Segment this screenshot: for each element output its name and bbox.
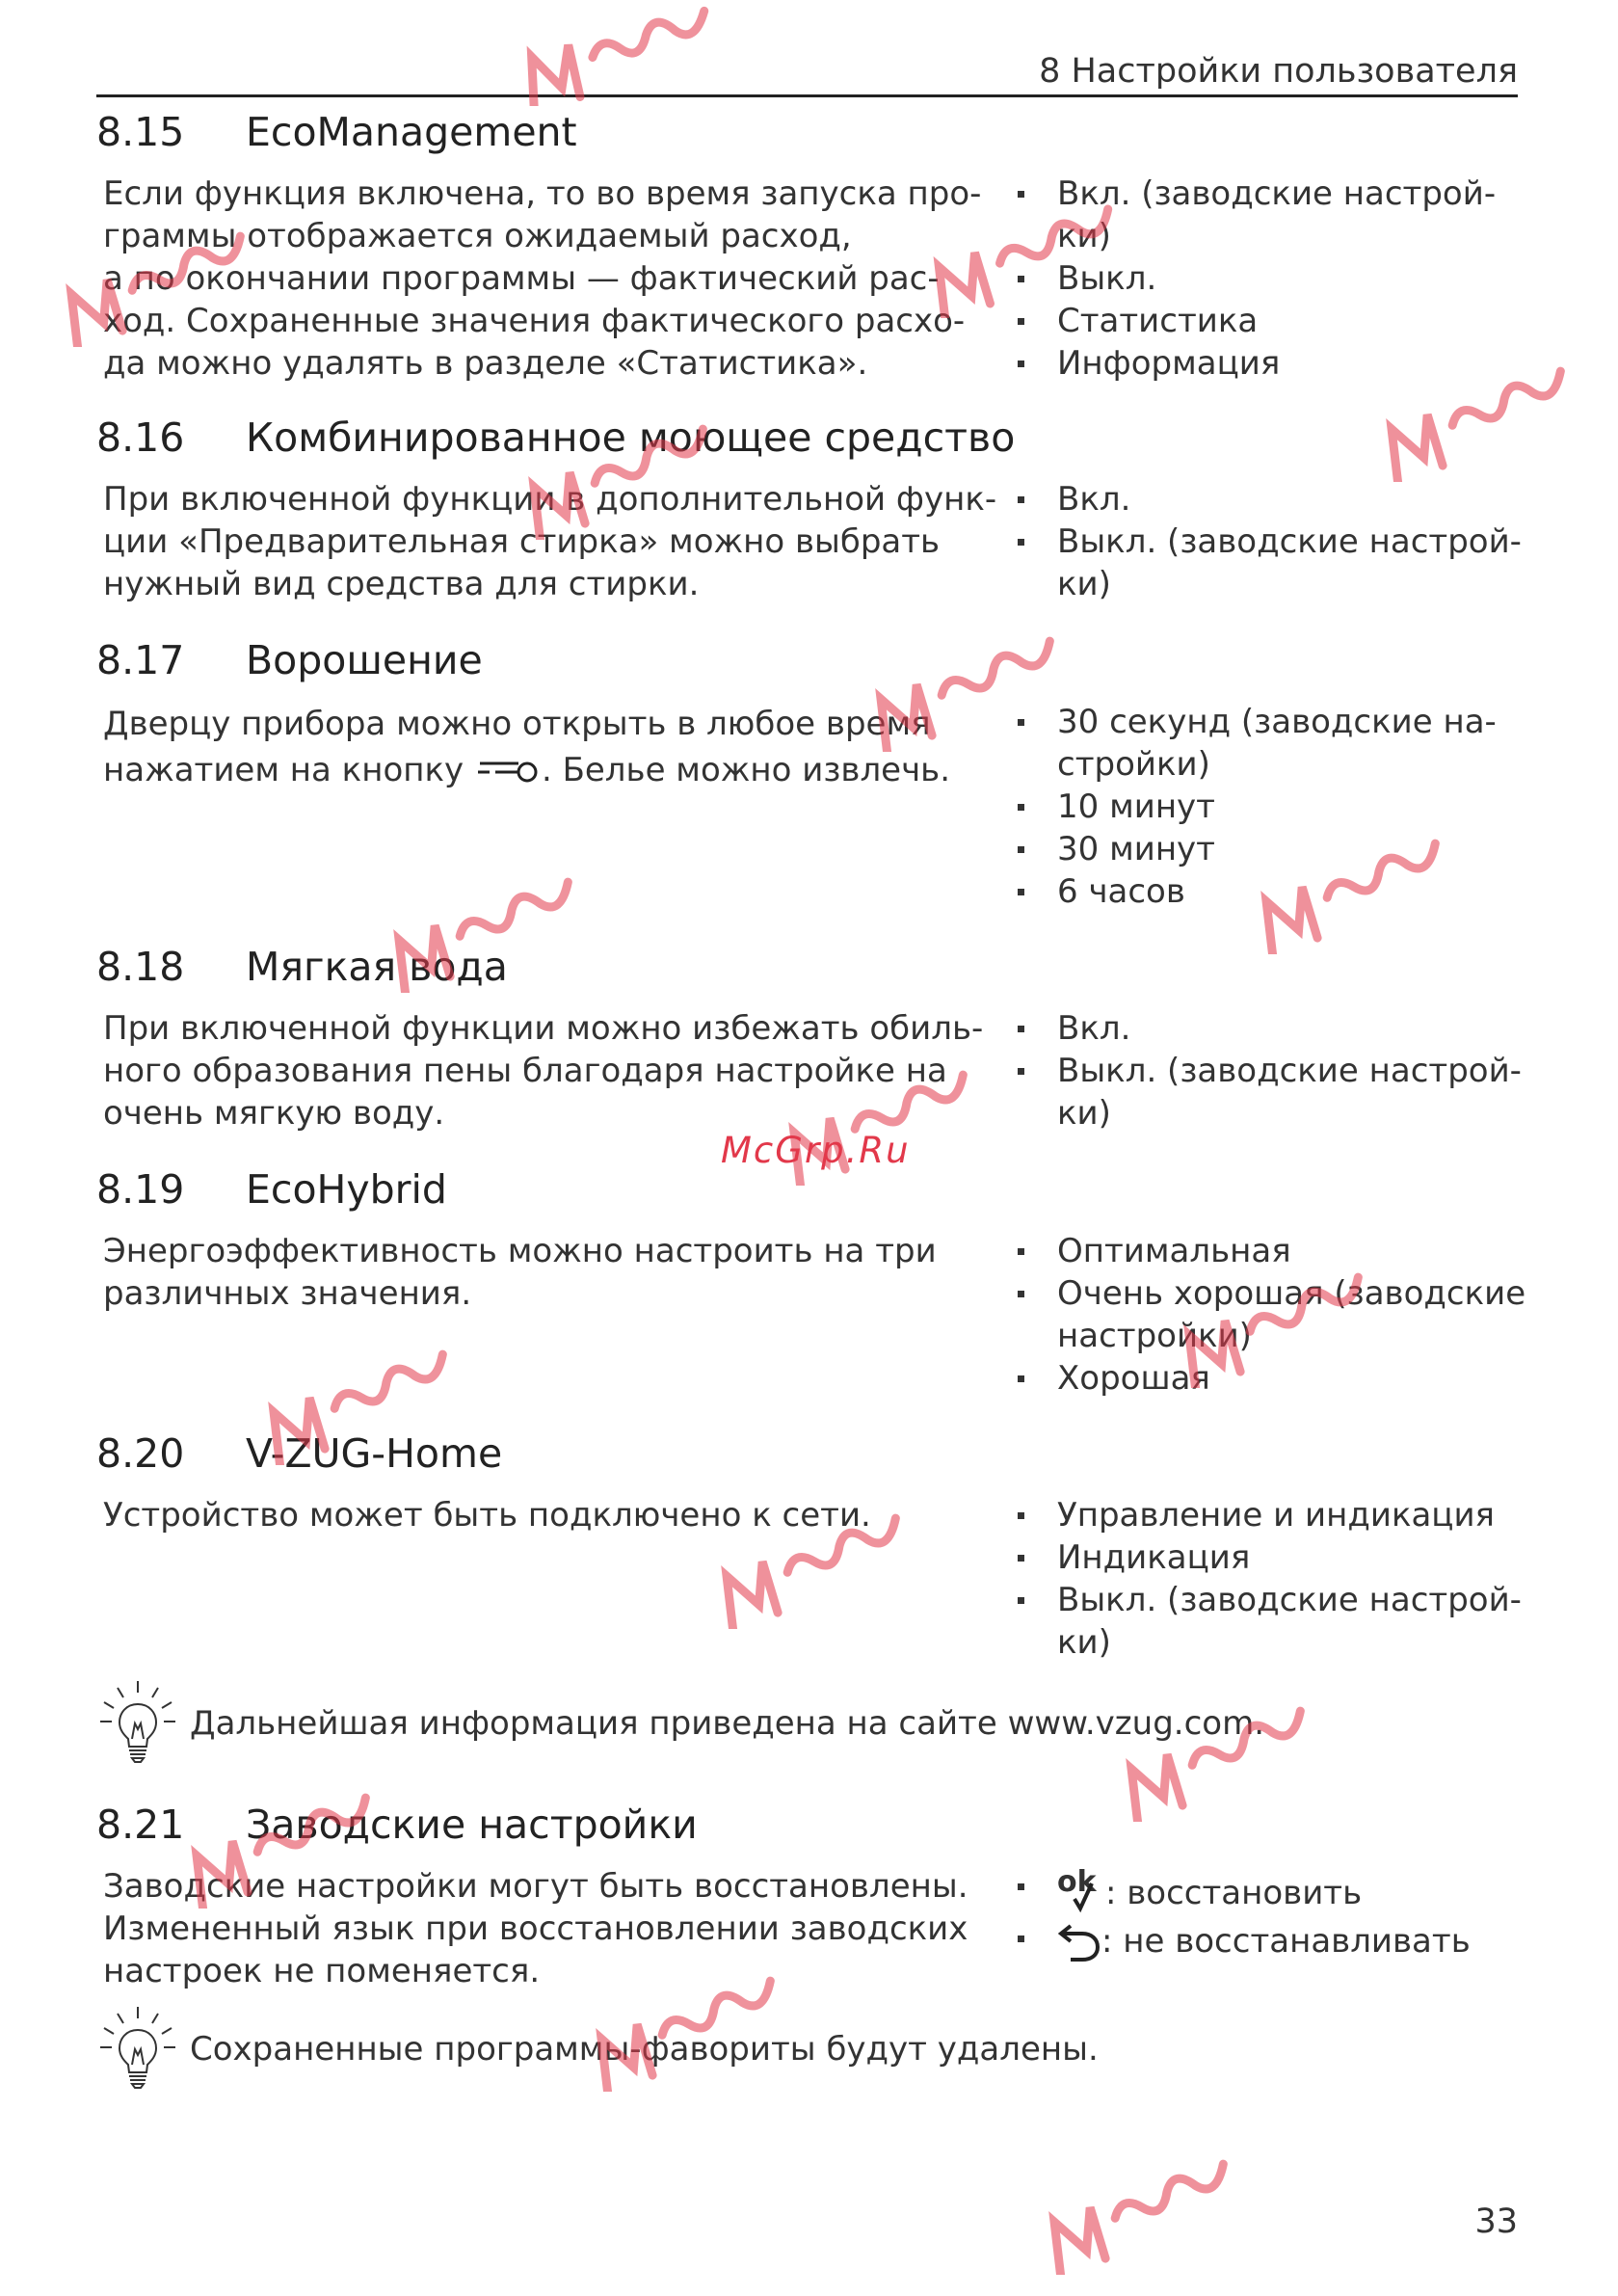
section-title: Комбинированное моющее средство: [246, 414, 1016, 461]
option-item: Выкл. (заводские настрой- ки): [1012, 1579, 1523, 1664]
desc-line: да можно удалять в разделе «Статистика».: [103, 344, 868, 383]
desc-line: ход. Сохраненные значения фактического расхо-: [103, 302, 966, 340]
section-description: [103, 1007, 984, 1135]
section-number: 8.15: [96, 109, 185, 155]
section-number: 8.16: [96, 414, 185, 461]
option-item: Вкл.: [1012, 1007, 1523, 1050]
page-number: 33: [1474, 2203, 1518, 2241]
desc-line: При включенной функции в дополнительной функ-: [103, 480, 997, 519]
tip-text: Дальнейшая информация приведена на сайте www.vzug.com.: [190, 1704, 1265, 1743]
desc-line: нужный вид средства для стирки.: [103, 565, 700, 603]
option-item: 30 секунд (заводские на- стройки): [1012, 701, 1523, 786]
section-number: 8.17: [96, 637, 185, 683]
mvideo-watermark-logo: [1021, 2140, 1262, 2275]
section-title: EcoManagement: [246, 109, 577, 155]
site-watermark-text: McGrp.Ru: [721, 1130, 911, 1171]
option-item: Выкл. (заводские настрой- ки): [1012, 1050, 1523, 1135]
section-description: [103, 1494, 970, 1536]
option-item: 6 часов: [1012, 870, 1523, 913]
option-item: Выкл. (заводские настрой- ки): [1012, 521, 1523, 605]
section-title: V-ZUG-Home: [246, 1430, 503, 1477]
key-icon: [476, 760, 540, 785]
section-description: [103, 701, 970, 793]
lightbulb-icon: [96, 2005, 179, 2092]
option-item: 30 минут: [1012, 828, 1523, 870]
option-item: Индикация: [1012, 1536, 1523, 1579]
tip-text: Сохраненные программы-фавориты будут удалены.: [190, 2030, 1099, 2069]
desc-line: настроек не поменяется.: [103, 1952, 541, 1990]
option-item: Очень хорошая (заводские настройки): [1012, 1272, 1523, 1357]
desc-line: Дверцу прибора можно открыть в любое время: [103, 705, 931, 743]
option-item: Управление и индикация: [1012, 1494, 1523, 1536]
section-title: Ворошение: [246, 637, 483, 683]
info-tip: [96, 2005, 1349, 2082]
page-header: [96, 48, 1518, 97]
option-item: 10 минут: [1012, 786, 1523, 828]
desc-line: нажатием на кнопку . Белье можно извлечь.: [103, 751, 951, 789]
desc-line: различных значения.: [103, 1274, 472, 1313]
section-title: EcoHybrid: [246, 1166, 447, 1213]
section-number: 8.20: [96, 1430, 185, 1477]
options-list: [1012, 701, 1523, 913]
section-description: [103, 173, 982, 385]
option-item: Вкл. (заводские настрой- ки): [1012, 173, 1523, 257]
section-number: 8.18: [96, 944, 185, 990]
section-description: [103, 1230, 970, 1315]
desc-line: Измененный язык при восстановлении заводских: [103, 1909, 968, 1948]
desc-line: граммы отображается ожидаемый расход,: [103, 217, 852, 255]
desc-line: ного образования пены благодаря настройке на: [103, 1052, 947, 1090]
desc-line: ции «Предварительная стирка» можно выбрать: [103, 522, 941, 561]
option-item: Выкл.: [1012, 257, 1523, 300]
lightbulb-icon: [96, 1679, 179, 1766]
desc-line: Устройство может быть подключено к сети.: [103, 1496, 871, 1535]
options-list: [1012, 1865, 1523, 1965]
option-item: ok : восстановить: [1012, 1865, 1523, 1917]
option-item: Хорошая: [1012, 1357, 1523, 1400]
back-arrow-icon: [1057, 1924, 1101, 1962]
options-list: [1012, 1494, 1523, 1664]
desc-line: Если функция включена, то во время запуска про-: [103, 174, 982, 213]
options-list: [1012, 1230, 1526, 1400]
ok-icon: ok: [1057, 1876, 1105, 1914]
desc-line: очень мягкую воду.: [103, 1094, 445, 1133]
section-number: 8.21: [96, 1802, 185, 1848]
chapter-title: 8 Настройки пользователя: [1039, 52, 1518, 91]
desc-line: а по окончании программы — фактический рас-: [103, 259, 940, 298]
options-list: [1012, 173, 1523, 385]
options-list: [1012, 1007, 1523, 1135]
option-item: Вкл.: [1012, 478, 1523, 521]
section-description: [103, 478, 997, 605]
option-item: Статистика: [1012, 300, 1523, 342]
desc-line: Энергоэффективность можно настроить на три: [103, 1232, 937, 1270]
desc-line: При включенной функции можно избежать обиль-: [103, 1009, 984, 1048]
section-description: [103, 1865, 970, 1992]
option-item: : не восстанавливать: [1012, 1917, 1523, 1965]
option-item: Информация: [1012, 342, 1523, 385]
desc-line: Заводские настройки могут быть восстановлены.: [103, 1867, 968, 1906]
section-title: Мягкая вода: [246, 944, 508, 990]
section-title: Заводские настройки: [246, 1802, 698, 1848]
options-list: [1012, 478, 1523, 605]
option-item: Оптимальная: [1012, 1230, 1523, 1272]
info-tip: [96, 1679, 1349, 1756]
section-number: 8.19: [96, 1166, 185, 1213]
